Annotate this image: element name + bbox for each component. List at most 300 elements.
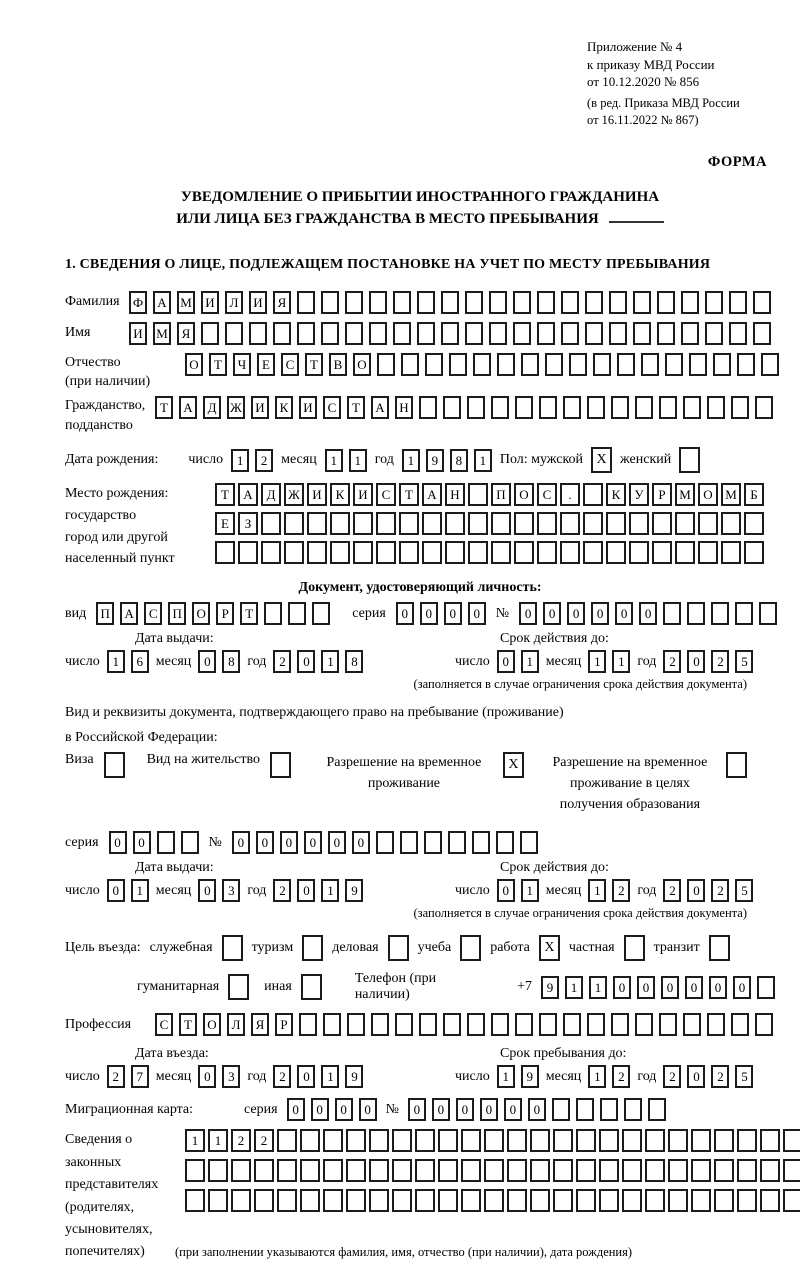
char-cell[interactable]: 0 bbox=[480, 1098, 498, 1121]
char-cell[interactable] bbox=[465, 322, 483, 345]
char-cell[interactable] bbox=[353, 541, 373, 564]
char-cell[interactable] bbox=[513, 291, 531, 314]
char-cell[interactable]: Т bbox=[347, 396, 365, 419]
char-cell[interactable]: 0 bbox=[504, 1098, 522, 1121]
char-cell[interactable] bbox=[537, 541, 557, 564]
char-cell[interactable] bbox=[400, 831, 418, 854]
char-cell[interactable]: З bbox=[238, 512, 258, 535]
char-cell[interactable]: 2 bbox=[273, 1065, 291, 1088]
char-cell[interactable] bbox=[515, 396, 533, 419]
char-cell[interactable] bbox=[713, 353, 731, 376]
char-cell[interactable] bbox=[491, 396, 509, 419]
char-cell[interactable]: Н bbox=[445, 483, 465, 506]
char-cell[interactable] bbox=[753, 322, 771, 345]
char-cell[interactable] bbox=[537, 291, 555, 314]
char-cell[interactable] bbox=[687, 602, 705, 625]
char-cell[interactable] bbox=[507, 1129, 527, 1152]
char-cell[interactable] bbox=[539, 1013, 557, 1036]
char-cell[interactable] bbox=[376, 541, 396, 564]
char-cell[interactable]: 0 bbox=[637, 976, 655, 999]
char-cell[interactable] bbox=[345, 322, 363, 345]
char-cell[interactable]: 0 bbox=[519, 602, 537, 625]
char-cell[interactable] bbox=[759, 602, 777, 625]
char-cell[interactable] bbox=[755, 1013, 773, 1036]
char-cell[interactable]: А bbox=[120, 602, 138, 625]
char-cell[interactable]: 1 bbox=[231, 449, 249, 472]
char-cell[interactable]: М bbox=[153, 322, 171, 345]
char-cell[interactable]: 0 bbox=[687, 1065, 705, 1088]
char-cell[interactable] bbox=[300, 1189, 320, 1212]
char-cell[interactable] bbox=[629, 541, 649, 564]
char-cell[interactable] bbox=[663, 602, 681, 625]
char-cell[interactable] bbox=[622, 1129, 642, 1152]
char-cell[interactable] bbox=[561, 322, 579, 345]
char-cell[interactable] bbox=[181, 831, 199, 854]
char-cell[interactable] bbox=[249, 322, 267, 345]
char-cell[interactable] bbox=[297, 291, 315, 314]
char-cell[interactable] bbox=[489, 322, 507, 345]
char-cell[interactable] bbox=[284, 541, 304, 564]
char-cell[interactable] bbox=[691, 1189, 711, 1212]
char-cell[interactable]: 1 bbox=[402, 449, 420, 472]
char-cell[interactable] bbox=[689, 353, 707, 376]
char-cell[interactable] bbox=[744, 541, 764, 564]
char-cell[interactable] bbox=[392, 1189, 412, 1212]
char-cell[interactable] bbox=[417, 291, 435, 314]
char-cell[interactable] bbox=[539, 396, 557, 419]
char-cell[interactable]: 0 bbox=[133, 831, 151, 854]
char-cell[interactable]: Р bbox=[652, 483, 672, 506]
char-cell[interactable]: 0 bbox=[198, 1065, 216, 1088]
char-cell[interactable] bbox=[261, 541, 281, 564]
char-cell[interactable] bbox=[633, 291, 651, 314]
char-cell[interactable] bbox=[633, 322, 651, 345]
char-cell[interactable]: 0 bbox=[528, 1098, 546, 1121]
char-cell[interactable] bbox=[300, 1129, 320, 1152]
char-cell[interactable]: 1 bbox=[321, 1065, 339, 1088]
char-cell[interactable]: 0 bbox=[468, 602, 486, 625]
char-cell[interactable]: Я bbox=[177, 322, 195, 345]
char-cell[interactable] bbox=[652, 512, 672, 535]
char-cell[interactable] bbox=[393, 322, 411, 345]
char-cell[interactable] bbox=[321, 291, 339, 314]
char-cell[interactable]: 1 bbox=[321, 879, 339, 902]
char-cell[interactable] bbox=[624, 1098, 642, 1121]
char-cell[interactable]: 0 bbox=[567, 602, 585, 625]
char-cell[interactable] bbox=[468, 512, 488, 535]
char-cell[interactable]: 1 bbox=[588, 650, 606, 673]
char-cell[interactable] bbox=[513, 322, 531, 345]
char-cell[interactable] bbox=[683, 396, 701, 419]
char-cell[interactable]: 0 bbox=[497, 650, 515, 673]
char-cell[interactable] bbox=[721, 512, 741, 535]
char-cell[interactable] bbox=[238, 541, 258, 564]
char-cell[interactable] bbox=[369, 291, 387, 314]
char-cell[interactable] bbox=[707, 1013, 725, 1036]
char-cell[interactable]: О bbox=[203, 1013, 221, 1036]
char-cell[interactable] bbox=[609, 322, 627, 345]
char-cell[interactable]: А bbox=[422, 483, 442, 506]
char-cell[interactable] bbox=[600, 1098, 618, 1121]
char-cell[interactable] bbox=[491, 1013, 509, 1036]
char-cell[interactable] bbox=[552, 1098, 570, 1121]
char-cell[interactable]: И bbox=[251, 396, 269, 419]
char-cell[interactable] bbox=[369, 1189, 389, 1212]
char-cell[interactable] bbox=[497, 353, 515, 376]
char-cell[interactable] bbox=[449, 353, 467, 376]
char-cell[interactable] bbox=[395, 1013, 413, 1036]
char-cell[interactable] bbox=[593, 353, 611, 376]
char-cell[interactable]: 8 bbox=[222, 650, 240, 673]
char-cell[interactable] bbox=[576, 1189, 596, 1212]
char-cell[interactable]: 1 bbox=[521, 650, 539, 673]
char-cell[interactable] bbox=[530, 1129, 550, 1152]
char-cell[interactable] bbox=[422, 512, 442, 535]
char-cell[interactable] bbox=[445, 541, 465, 564]
char-cell[interactable] bbox=[443, 396, 461, 419]
char-cell[interactable]: 0 bbox=[613, 976, 631, 999]
char-cell[interactable]: 0 bbox=[359, 1098, 377, 1121]
char-cell[interactable]: 0 bbox=[543, 602, 561, 625]
char-cell[interactable]: О bbox=[698, 483, 718, 506]
char-cell[interactable] bbox=[201, 322, 219, 345]
char-cell[interactable] bbox=[225, 322, 243, 345]
char-cell[interactable]: 9 bbox=[426, 449, 444, 472]
char-cell[interactable] bbox=[675, 512, 695, 535]
char-cell[interactable]: О bbox=[353, 353, 371, 376]
char-cell[interactable] bbox=[599, 1129, 619, 1152]
char-cell[interactable] bbox=[496, 831, 514, 854]
char-cell[interactable]: Ф bbox=[129, 291, 147, 314]
char-cell[interactable] bbox=[617, 353, 635, 376]
char-cell[interactable]: 9 bbox=[345, 879, 363, 902]
char-cell[interactable] bbox=[731, 396, 749, 419]
char-cell[interactable]: 1 bbox=[589, 976, 607, 999]
char-cell[interactable] bbox=[659, 1013, 677, 1036]
char-cell[interactable] bbox=[645, 1129, 665, 1152]
char-cell[interactable]: А bbox=[371, 396, 389, 419]
char-cell[interactable]: 0 bbox=[420, 602, 438, 625]
char-cell[interactable] bbox=[438, 1129, 458, 1152]
char-cell[interactable]: И bbox=[201, 291, 219, 314]
char-cell[interactable] bbox=[369, 322, 387, 345]
char-cell[interactable]: 0 bbox=[733, 976, 751, 999]
char-cell[interactable] bbox=[371, 1013, 389, 1036]
char-cell[interactable] bbox=[705, 291, 723, 314]
char-cell[interactable]: 0 bbox=[328, 831, 346, 854]
checkbox-turizm[interactable] bbox=[302, 935, 323, 961]
char-cell[interactable]: Д bbox=[203, 396, 221, 419]
char-cell[interactable] bbox=[760, 1189, 780, 1212]
char-cell[interactable] bbox=[683, 1013, 701, 1036]
char-cell[interactable] bbox=[760, 1129, 780, 1152]
char-cell[interactable] bbox=[753, 291, 771, 314]
char-cell[interactable] bbox=[393, 291, 411, 314]
char-cell[interactable] bbox=[757, 976, 775, 999]
char-cell[interactable]: 0 bbox=[639, 602, 657, 625]
char-cell[interactable] bbox=[345, 291, 363, 314]
char-cell[interactable] bbox=[681, 322, 699, 345]
char-cell[interactable]: С bbox=[537, 483, 557, 506]
char-cell[interactable] bbox=[744, 512, 764, 535]
char-cell[interactable] bbox=[307, 541, 327, 564]
char-cell[interactable] bbox=[448, 831, 466, 854]
char-cell[interactable] bbox=[675, 541, 695, 564]
char-cell[interactable] bbox=[417, 322, 435, 345]
char-cell[interactable]: В bbox=[329, 353, 347, 376]
char-cell[interactable] bbox=[563, 396, 581, 419]
char-cell[interactable]: 9 bbox=[541, 976, 559, 999]
char-cell[interactable]: Е bbox=[257, 353, 275, 376]
char-cell[interactable] bbox=[461, 1189, 481, 1212]
char-cell[interactable] bbox=[484, 1129, 504, 1152]
char-cell[interactable]: 5 bbox=[735, 1065, 753, 1088]
char-cell[interactable] bbox=[698, 512, 718, 535]
char-cell[interactable] bbox=[599, 1189, 619, 1212]
char-cell[interactable]: 0 bbox=[408, 1098, 426, 1121]
char-cell[interactable]: И bbox=[129, 322, 147, 345]
char-cell[interactable] bbox=[707, 396, 725, 419]
checkbox-delovaya[interactable] bbox=[388, 935, 409, 961]
char-cell[interactable] bbox=[438, 1189, 458, 1212]
char-cell[interactable] bbox=[645, 1189, 665, 1212]
char-cell[interactable] bbox=[609, 291, 627, 314]
char-cell[interactable]: 1 bbox=[131, 879, 149, 902]
char-cell[interactable]: 1 bbox=[521, 879, 539, 902]
char-cell[interactable]: Т bbox=[399, 483, 419, 506]
checkbox-male[interactable]: X bbox=[591, 447, 612, 473]
checkbox-tranzit[interactable] bbox=[709, 935, 730, 961]
char-cell[interactable] bbox=[346, 1129, 366, 1152]
char-cell[interactable] bbox=[273, 322, 291, 345]
char-cell[interactable]: 2 bbox=[711, 1065, 729, 1088]
char-cell[interactable] bbox=[652, 541, 672, 564]
char-cell[interactable]: Н bbox=[395, 396, 413, 419]
char-cell[interactable] bbox=[465, 291, 483, 314]
char-cell[interactable] bbox=[583, 541, 603, 564]
char-cell[interactable]: 2 bbox=[107, 1065, 125, 1088]
char-cell[interactable] bbox=[585, 322, 603, 345]
char-cell[interactable]: С bbox=[144, 602, 162, 625]
char-cell[interactable] bbox=[261, 512, 281, 535]
char-cell[interactable] bbox=[376, 512, 396, 535]
char-cell[interactable]: 2 bbox=[273, 879, 291, 902]
char-cell[interactable] bbox=[721, 541, 741, 564]
char-cell[interactable]: Ч bbox=[233, 353, 251, 376]
char-cell[interactable] bbox=[629, 512, 649, 535]
char-cell[interactable]: Д bbox=[261, 483, 281, 506]
checkbox-ucheba[interactable] bbox=[460, 935, 481, 961]
char-cell[interactable]: 0 bbox=[352, 831, 370, 854]
char-cell[interactable]: П bbox=[96, 602, 114, 625]
char-cell[interactable] bbox=[711, 602, 729, 625]
char-cell[interactable]: О bbox=[192, 602, 210, 625]
char-cell[interactable] bbox=[264, 602, 282, 625]
char-cell[interactable]: 7 bbox=[131, 1065, 149, 1088]
char-cell[interactable]: М bbox=[721, 483, 741, 506]
char-cell[interactable] bbox=[323, 1013, 341, 1036]
char-cell[interactable]: 1 bbox=[349, 449, 367, 472]
char-cell[interactable]: 0 bbox=[687, 879, 705, 902]
char-cell[interactable] bbox=[576, 1129, 596, 1152]
checkbox-rabota[interactable]: X bbox=[539, 935, 560, 961]
char-cell[interactable] bbox=[585, 291, 603, 314]
char-cell[interactable]: О bbox=[185, 353, 203, 376]
char-cell[interactable]: Я bbox=[251, 1013, 269, 1036]
char-cell[interactable]: 0 bbox=[107, 879, 125, 902]
char-cell[interactable]: Я bbox=[273, 291, 291, 314]
char-cell[interactable]: 0 bbox=[287, 1098, 305, 1121]
char-cell[interactable] bbox=[657, 322, 675, 345]
checkbox-rvp[interactable]: X bbox=[503, 752, 524, 778]
char-cell[interactable]: 1 bbox=[474, 449, 492, 472]
char-cell[interactable] bbox=[668, 1129, 688, 1152]
char-cell[interactable] bbox=[698, 541, 718, 564]
char-cell[interactable] bbox=[415, 1129, 435, 1152]
char-cell[interactable]: 9 bbox=[521, 1065, 539, 1088]
char-cell[interactable]: Р bbox=[275, 1013, 293, 1036]
checkbox-residence-permit[interactable] bbox=[270, 752, 291, 778]
char-cell[interactable]: 6 bbox=[131, 650, 149, 673]
char-cell[interactable] bbox=[392, 1129, 412, 1152]
char-cell[interactable]: 1 bbox=[588, 879, 606, 902]
char-cell[interactable] bbox=[563, 1013, 581, 1036]
char-cell[interactable] bbox=[665, 353, 683, 376]
char-cell[interactable]: П bbox=[491, 483, 511, 506]
char-cell[interactable] bbox=[401, 353, 419, 376]
char-cell[interactable]: Е bbox=[215, 512, 235, 535]
char-cell[interactable]: Т bbox=[215, 483, 235, 506]
char-cell[interactable]: 1 bbox=[321, 650, 339, 673]
char-cell[interactable] bbox=[755, 396, 773, 419]
char-cell[interactable] bbox=[520, 831, 538, 854]
char-cell[interactable]: Ж bbox=[284, 483, 304, 506]
checkbox-rvp-education[interactable] bbox=[726, 752, 747, 778]
char-cell[interactable]: 0 bbox=[615, 602, 633, 625]
char-cell[interactable] bbox=[783, 1189, 800, 1212]
char-cell[interactable]: К bbox=[275, 396, 293, 419]
char-cell[interactable] bbox=[468, 483, 488, 506]
checkbox-visa[interactable] bbox=[104, 752, 125, 778]
char-cell[interactable] bbox=[215, 541, 235, 564]
char-cell[interactable] bbox=[737, 1129, 757, 1152]
char-cell[interactable] bbox=[681, 291, 699, 314]
char-cell[interactable] bbox=[587, 396, 605, 419]
char-cell[interactable]: 0 bbox=[335, 1098, 353, 1121]
char-cell[interactable]: А bbox=[238, 483, 258, 506]
char-cell[interactable]: С bbox=[155, 1013, 173, 1036]
char-cell[interactable]: 2 bbox=[663, 879, 681, 902]
char-cell[interactable]: 0 bbox=[297, 879, 315, 902]
char-cell[interactable] bbox=[419, 1013, 437, 1036]
char-cell[interactable]: К bbox=[606, 483, 626, 506]
char-cell[interactable]: И bbox=[249, 291, 267, 314]
char-cell[interactable] bbox=[424, 831, 442, 854]
char-cell[interactable] bbox=[330, 541, 350, 564]
char-cell[interactable] bbox=[648, 1098, 666, 1121]
char-cell[interactable]: 0 bbox=[297, 1065, 315, 1088]
char-cell[interactable] bbox=[783, 1129, 800, 1152]
char-cell[interactable] bbox=[537, 512, 557, 535]
char-cell[interactable] bbox=[515, 1013, 533, 1036]
char-cell[interactable]: 2 bbox=[255, 449, 273, 472]
char-cell[interactable]: 2 bbox=[273, 650, 291, 673]
char-cell[interactable] bbox=[277, 1189, 297, 1212]
char-cell[interactable] bbox=[307, 512, 327, 535]
char-cell[interactable] bbox=[491, 541, 511, 564]
char-cell[interactable]: 2 bbox=[612, 1065, 630, 1088]
char-cell[interactable] bbox=[254, 1189, 274, 1212]
char-cell[interactable]: Р bbox=[216, 602, 234, 625]
char-cell[interactable]: К bbox=[330, 483, 350, 506]
char-cell[interactable] bbox=[530, 1189, 550, 1212]
char-cell[interactable] bbox=[521, 353, 539, 376]
char-cell[interactable] bbox=[297, 322, 315, 345]
char-cell[interactable]: Б bbox=[744, 483, 764, 506]
char-cell[interactable]: Т bbox=[305, 353, 323, 376]
char-cell[interactable]: . bbox=[560, 483, 580, 506]
char-cell[interactable]: О bbox=[514, 483, 534, 506]
char-cell[interactable]: 0 bbox=[198, 879, 216, 902]
char-cell[interactable] bbox=[635, 1013, 653, 1036]
char-cell[interactable] bbox=[561, 291, 579, 314]
char-cell[interactable] bbox=[467, 396, 485, 419]
char-cell[interactable]: 5 bbox=[735, 879, 753, 902]
char-cell[interactable]: А bbox=[153, 291, 171, 314]
char-cell[interactable]: А bbox=[179, 396, 197, 419]
char-cell[interactable]: 0 bbox=[304, 831, 322, 854]
char-cell[interactable] bbox=[231, 1189, 251, 1212]
checkbox-gumanitarnaya[interactable] bbox=[228, 974, 249, 1000]
char-cell[interactable]: 0 bbox=[297, 650, 315, 673]
char-cell[interactable]: 0 bbox=[311, 1098, 329, 1121]
char-cell[interactable] bbox=[443, 1013, 461, 1036]
char-cell[interactable]: 5 bbox=[735, 650, 753, 673]
char-cell[interactable]: 0 bbox=[432, 1098, 450, 1121]
char-cell[interactable]: 0 bbox=[280, 831, 298, 854]
char-cell[interactable] bbox=[560, 512, 580, 535]
char-cell[interactable]: 2 bbox=[254, 1129, 274, 1152]
char-cell[interactable] bbox=[377, 353, 395, 376]
char-cell[interactable]: 1 bbox=[107, 650, 125, 673]
char-cell[interactable]: П bbox=[168, 602, 186, 625]
char-cell[interactable] bbox=[399, 541, 419, 564]
char-cell[interactable] bbox=[569, 353, 587, 376]
char-cell[interactable]: И bbox=[307, 483, 327, 506]
char-cell[interactable] bbox=[369, 1129, 389, 1152]
char-cell[interactable] bbox=[330, 512, 350, 535]
char-cell[interactable] bbox=[761, 353, 779, 376]
char-cell[interactable]: 0 bbox=[456, 1098, 474, 1121]
char-cell[interactable]: Л bbox=[225, 291, 243, 314]
char-cell[interactable] bbox=[560, 541, 580, 564]
char-cell[interactable] bbox=[467, 1013, 485, 1036]
char-cell[interactable]: 1 bbox=[612, 650, 630, 673]
char-cell[interactable]: 2 bbox=[663, 650, 681, 673]
checkbox-chastnaya[interactable] bbox=[624, 935, 645, 961]
char-cell[interactable]: 0 bbox=[109, 831, 127, 854]
char-cell[interactable] bbox=[731, 1013, 749, 1036]
char-cell[interactable]: 1 bbox=[185, 1129, 205, 1152]
char-cell[interactable]: 1 bbox=[588, 1065, 606, 1088]
char-cell[interactable]: С bbox=[376, 483, 396, 506]
char-cell[interactable] bbox=[157, 831, 175, 854]
char-cell[interactable]: 0 bbox=[687, 650, 705, 673]
char-cell[interactable] bbox=[484, 1189, 504, 1212]
char-cell[interactable]: Т bbox=[240, 602, 258, 625]
char-cell[interactable] bbox=[622, 1189, 642, 1212]
char-cell[interactable] bbox=[299, 1013, 317, 1036]
